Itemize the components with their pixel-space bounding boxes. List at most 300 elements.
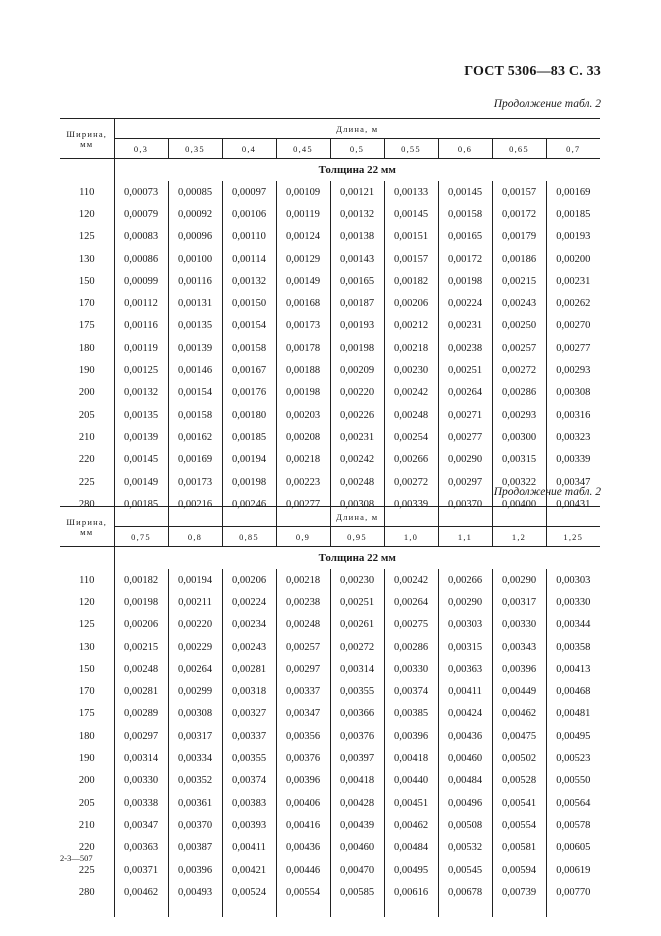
value-cell: 0,00416 — [276, 814, 330, 836]
length-column-header: 0,7 — [546, 139, 600, 159]
value-cell: 0,00194 — [222, 449, 276, 471]
value-cell: 0,00317 — [168, 725, 222, 747]
value-cell: 0,00178 — [276, 337, 330, 359]
length-column-header: 1,1 — [438, 527, 492, 547]
value-cell: 0,00129 — [276, 248, 330, 270]
value-cell: 0,00223 — [276, 471, 330, 493]
value-cell: 0,00344 — [556, 619, 591, 631]
length-column-header: 0,85 — [222, 527, 276, 547]
length-column-header: 0,9 — [276, 527, 330, 547]
value-cell: 0,00418 — [384, 747, 438, 769]
value-cell: 0,00413 — [556, 663, 591, 675]
value-cell: 0,00315 — [492, 449, 546, 471]
value-cell: 0,00440 — [384, 770, 438, 792]
value-cell: 0,00462 — [114, 881, 168, 903]
value-cell: 0,00327 — [222, 703, 276, 725]
value-cell: 0,00484 — [438, 770, 492, 792]
thickness-label: Толщина 22 мм — [318, 552, 396, 564]
value-cell: 0,00468 — [556, 686, 591, 698]
value-cell: 0,00370 — [168, 814, 222, 836]
value-cell: 0,00242 — [384, 569, 438, 591]
length-header: Длина, м — [114, 507, 600, 527]
value-cell: 0,00578 — [556, 819, 591, 831]
value-cell: 0,00135 — [114, 404, 168, 426]
value-cell: 0,00138 — [330, 226, 384, 248]
value-cell: 0,00303 — [556, 574, 591, 586]
value-cell: 0,00308 — [330, 493, 384, 515]
value-cell: 0,00173 — [168, 471, 222, 493]
table-row — [60, 614, 600, 636]
value-cell: 0,00132 — [222, 270, 276, 292]
value-cell: 0,00308 — [168, 703, 222, 725]
weight-table-2 — [60, 506, 600, 917]
value-cell: 0,00158 — [168, 404, 222, 426]
value-cell: 0,00173 — [276, 315, 330, 337]
value-cell: 0,00356 — [276, 725, 330, 747]
value-cell: 0,00172 — [438, 248, 492, 270]
width-cell: 180 — [60, 725, 114, 747]
value-cell: 0,00149 — [114, 471, 168, 493]
value-cell: 0,00370 — [438, 493, 492, 515]
value-cell: 0,00182 — [114, 569, 168, 591]
value-cell: 0,00400 — [492, 493, 546, 515]
width-cell: 170 — [60, 292, 114, 314]
value-cell: 0,00281 — [114, 680, 168, 702]
value-cell: 0,00143 — [330, 248, 384, 270]
value-cell: 0,00145 — [114, 449, 168, 471]
value-cell: 0,00145 — [384, 203, 438, 225]
table-row — [60, 337, 600, 359]
value-cell: 0,00347 — [556, 476, 591, 488]
value-cell: 0,00110 — [222, 226, 276, 248]
value-cell: 0,00206 — [114, 614, 168, 636]
value-cell: 0,00206 — [222, 569, 276, 591]
value-cell: 0,00363 — [114, 837, 168, 859]
width-cell: 175 — [60, 703, 114, 725]
value-cell: 0,00554 — [492, 814, 546, 836]
value-cell: 0,00169 — [556, 186, 591, 198]
value-cell: 0,00366 — [330, 703, 384, 725]
table-row — [60, 792, 600, 814]
value-cell: 0,00281 — [222, 658, 276, 680]
value-cell: 0,00198 — [222, 471, 276, 493]
value-cell: 0,00162 — [168, 426, 222, 448]
value-cell: 0,00231 — [556, 275, 591, 287]
value-cell: 0,00158 — [438, 203, 492, 225]
value-cell: 0,00396 — [492, 658, 546, 680]
table-row — [60, 859, 600, 881]
value-cell: 0,00446 — [276, 859, 330, 881]
value-cell: 0,00290 — [438, 449, 492, 471]
value-cell: 0,00119 — [114, 337, 168, 359]
value-cell: 0,00230 — [330, 569, 384, 591]
value-cell: 0,00594 — [492, 859, 546, 881]
value-cell: 0,00330 — [492, 614, 546, 636]
table-row — [60, 636, 600, 658]
value-cell: 0,00185 — [114, 493, 168, 515]
width-cell: 150 — [60, 270, 114, 292]
length-column-header: 1,25 — [546, 527, 600, 547]
value-cell: 0,00475 — [492, 725, 546, 747]
value-cell: 0,00293 — [492, 404, 546, 426]
table-row — [60, 292, 600, 314]
value-cell: 0,00358 — [556, 641, 591, 653]
value-cell: 0,00146 — [168, 359, 222, 381]
value-cell: 0,00330 — [556, 596, 591, 608]
value-cell: 0,00297 — [114, 725, 168, 747]
value-cell: 0,00193 — [556, 231, 591, 243]
value-cell: 0,00215 — [114, 636, 168, 658]
value-cell: 0,00436 — [276, 837, 330, 859]
value-cell: 0,00092 — [168, 203, 222, 225]
value-cell: 0,00216 — [168, 493, 222, 515]
value-cell: 0,00493 — [168, 881, 222, 903]
value-cell: 0,00528 — [492, 770, 546, 792]
value-cell: 0,00334 — [168, 747, 222, 769]
table-row — [60, 703, 600, 725]
value-cell: 0,00257 — [492, 337, 546, 359]
table-row — [60, 680, 600, 702]
value-cell: 0,00397 — [330, 747, 384, 769]
value-cell: 0,00229 — [168, 636, 222, 658]
length-column-header: 0,95 — [330, 527, 384, 547]
value-cell: 0,00073 — [114, 181, 168, 203]
value-cell: 0,00393 — [222, 814, 276, 836]
value-cell: 0,00218 — [276, 449, 330, 471]
value-cell: 0,00361 — [168, 792, 222, 814]
value-cell: 0,00139 — [114, 426, 168, 448]
value-cell: 0,00297 — [276, 658, 330, 680]
value-cell: 0,00770 — [556, 886, 591, 898]
width-cell: 150 — [60, 658, 114, 680]
value-cell: 0,00131 — [168, 292, 222, 314]
value-cell: 0,00396 — [276, 770, 330, 792]
table-row — [60, 226, 600, 248]
width-cell: 190 — [60, 747, 114, 769]
value-cell: 0,00169 — [168, 449, 222, 471]
value-cell: 0,00106 — [222, 203, 276, 225]
value-cell: 0,00193 — [330, 315, 384, 337]
table-row — [60, 591, 600, 613]
value-cell: 0,00376 — [330, 725, 384, 747]
value-cell: 0,00248 — [276, 614, 330, 636]
weight-table-1 — [60, 118, 600, 529]
value-cell: 0,00243 — [492, 292, 546, 314]
value-cell: 0,00145 — [438, 181, 492, 203]
length-column-header: 0,8 — [168, 527, 222, 547]
value-cell: 0,00347 — [114, 814, 168, 836]
value-cell: 0,00290 — [438, 591, 492, 613]
value-cell: 0,00286 — [384, 636, 438, 658]
value-cell: 0,00339 — [556, 454, 591, 466]
value-cell: 0,00167 — [222, 359, 276, 381]
table-row — [60, 382, 600, 404]
value-cell: 0,00523 — [556, 753, 591, 765]
value-cell: 0,00277 — [276, 493, 330, 515]
value-cell: 0,00385 — [384, 703, 438, 725]
value-cell: 0,00293 — [556, 365, 591, 377]
value-cell: 0,00250 — [492, 315, 546, 337]
value-cell: 0,00266 — [438, 569, 492, 591]
width-cell: 190 — [60, 359, 114, 381]
table-row — [60, 449, 600, 471]
value-cell: 0,00277 — [556, 342, 591, 354]
value-cell: 0,00411 — [438, 680, 492, 702]
value-cell: 0,00323 — [556, 431, 591, 443]
value-cell: 0,00371 — [114, 859, 168, 881]
value-cell: 0,00154 — [222, 315, 276, 337]
table-row — [60, 881, 600, 903]
value-cell: 0,00338 — [114, 792, 168, 814]
table-row — [60, 315, 600, 337]
value-cell: 0,00678 — [438, 881, 492, 903]
value-cell: 0,00262 — [556, 298, 591, 310]
value-cell: 0,00109 — [276, 181, 330, 203]
value-cell: 0,00314 — [330, 658, 384, 680]
value-cell: 0,00099 — [114, 270, 168, 292]
value-cell: 0,00135 — [168, 315, 222, 337]
value-cell: 0,00083 — [114, 226, 168, 248]
table-row — [60, 770, 600, 792]
value-cell: 0,00230 — [384, 359, 438, 381]
value-cell: 0,00231 — [438, 315, 492, 337]
value-cell: 0,00451 — [384, 792, 438, 814]
value-cell: 0,00133 — [384, 181, 438, 203]
table-continuation-label: Продолжение табл. 2 — [493, 98, 601, 110]
width-cell: 280 — [60, 493, 114, 515]
value-cell: 0,00272 — [492, 359, 546, 381]
value-cell: 0,00318 — [222, 680, 276, 702]
value-cell: 0,00168 — [276, 292, 330, 314]
width-cell: 110 — [60, 569, 114, 591]
value-cell: 0,00436 — [438, 725, 492, 747]
value-cell: 0,00271 — [438, 404, 492, 426]
value-cell: 0,00116 — [168, 270, 222, 292]
value-cell: 0,00119 — [276, 203, 330, 225]
value-cell: 0,00316 — [556, 409, 591, 421]
value-cell: 0,00363 — [438, 658, 492, 680]
value-cell: 0,00541 — [492, 792, 546, 814]
length-column-header: 1,2 — [492, 527, 546, 547]
value-cell: 0,00270 — [556, 320, 591, 332]
value-cell: 0,00421 — [222, 859, 276, 881]
width-cell: 225 — [60, 471, 114, 493]
value-cell: 0,00303 — [438, 614, 492, 636]
value-cell: 0,00218 — [276, 569, 330, 591]
value-cell: 0,00224 — [438, 292, 492, 314]
value-cell: 0,00157 — [492, 181, 546, 203]
value-cell: 0,00411 — [222, 837, 276, 859]
value-cell: 0,00208 — [276, 426, 330, 448]
length-column-header: 0,6 — [438, 139, 492, 159]
value-cell: 0,00198 — [330, 337, 384, 359]
value-cell: 0,00508 — [438, 814, 492, 836]
value-cell: 0,00275 — [384, 614, 438, 636]
width-cell: 170 — [60, 680, 114, 702]
value-cell: 0,00251 — [438, 359, 492, 381]
length-column-header: 0,65 — [492, 139, 546, 159]
value-cell: 0,00165 — [330, 270, 384, 292]
value-cell: 0,00418 — [330, 770, 384, 792]
value-cell: 0,00616 — [384, 881, 438, 903]
value-cell: 0,00396 — [384, 725, 438, 747]
length-column-header: 0,45 — [276, 139, 330, 159]
value-cell: 0,00180 — [222, 404, 276, 426]
print-code: 2-3—507 — [60, 853, 93, 863]
value-cell: 0,00172 — [492, 203, 546, 225]
value-cell: 0,00481 — [556, 708, 591, 720]
value-cell: 0,00254 — [384, 426, 438, 448]
value-cell: 0,00315 — [438, 636, 492, 658]
value-cell: 0,00289 — [114, 703, 168, 725]
value-cell: 0,00257 — [276, 636, 330, 658]
width-cell: 210 — [60, 814, 114, 836]
value-cell: 0,00545 — [438, 859, 492, 881]
value-cell: 0,00185 — [556, 208, 591, 220]
value-cell: 0,00085 — [168, 181, 222, 203]
value-cell: 0,00251 — [330, 591, 384, 613]
value-cell: 0,00272 — [330, 636, 384, 658]
value-cell: 0,00097 — [222, 181, 276, 203]
value-cell: 0,00188 — [276, 359, 330, 381]
table-row — [60, 270, 600, 292]
table-row — [60, 747, 600, 769]
width-cell: 110 — [60, 181, 114, 203]
value-cell: 0,00243 — [222, 636, 276, 658]
value-cell: 0,00096 — [168, 226, 222, 248]
value-cell: 0,00308 — [556, 387, 591, 399]
value-cell: 0,00314 — [114, 747, 168, 769]
value-cell: 0,00297 — [438, 471, 492, 493]
value-cell: 0,00605 — [556, 842, 591, 854]
value-cell: 0,00132 — [330, 203, 384, 225]
value-cell: 0,00200 — [556, 253, 591, 265]
length-column-header: 0,4 — [222, 139, 276, 159]
value-cell: 0,00186 — [492, 248, 546, 270]
value-cell: 0,00317 — [492, 591, 546, 613]
length-column-header: 0,35 — [168, 139, 222, 159]
value-cell: 0,00238 — [438, 337, 492, 359]
value-cell: 0,00132 — [114, 382, 168, 404]
value-cell: 0,00231 — [330, 426, 384, 448]
value-cell: 0,00264 — [384, 591, 438, 613]
value-cell: 0,00154 — [168, 382, 222, 404]
value-cell: 0,00234 — [222, 614, 276, 636]
value-cell: 0,00496 — [438, 792, 492, 814]
value-cell: 0,00431 — [556, 498, 591, 510]
table-row — [60, 837, 600, 859]
length-column-header: 0,55 — [384, 139, 438, 159]
length-column-header: 0,5 — [330, 139, 384, 159]
value-cell: 0,00462 — [384, 814, 438, 836]
width-cell: 225 — [60, 859, 114, 881]
value-cell: 0,00439 — [330, 814, 384, 836]
value-cell: 0,00151 — [384, 226, 438, 248]
value-cell: 0,00524 — [222, 881, 276, 903]
value-cell: 0,00220 — [330, 382, 384, 404]
value-cell: 0,00079 — [114, 203, 168, 225]
value-cell: 0,00086 — [114, 248, 168, 270]
value-cell: 0,00187 — [330, 292, 384, 314]
width-cell: 200 — [60, 382, 114, 404]
value-cell: 0,00460 — [330, 837, 384, 859]
value-cell: 0,00139 — [168, 337, 222, 359]
width-cell: 280 — [60, 881, 114, 903]
value-cell: 0,00176 — [222, 382, 276, 404]
value-cell: 0,00449 — [492, 680, 546, 702]
table-row — [60, 658, 600, 680]
value-cell: 0,00495 — [556, 730, 591, 742]
table-row — [60, 814, 600, 836]
width-cell: 130 — [60, 636, 114, 658]
thickness-label: Толщина 22 мм — [318, 164, 396, 176]
table-row — [60, 725, 600, 747]
value-cell: 0,00322 — [492, 471, 546, 493]
value-cell: 0,00428 — [330, 792, 384, 814]
width-cell: 130 — [60, 248, 114, 270]
value-cell: 0,00125 — [114, 359, 168, 381]
value-cell: 0,00248 — [330, 471, 384, 493]
value-cell: 0,00564 — [556, 797, 591, 809]
value-cell: 0,00337 — [222, 725, 276, 747]
value-cell: 0,00194 — [168, 569, 222, 591]
table-row — [60, 359, 600, 381]
value-cell: 0,00114 — [222, 248, 276, 270]
value-cell: 0,00343 — [492, 636, 546, 658]
width-cell: 205 — [60, 404, 114, 426]
value-cell: 0,00246 — [222, 493, 276, 515]
length-column-header: 0,3 — [114, 139, 168, 159]
value-cell: 0,00484 — [384, 837, 438, 859]
value-cell: 0,00150 — [222, 292, 276, 314]
value-cell: 0,00158 — [222, 337, 276, 359]
value-cell: 0,00198 — [438, 270, 492, 292]
length-column-header: 1,0 — [384, 527, 438, 547]
value-cell: 0,00339 — [384, 493, 438, 515]
value-cell: 0,00182 — [384, 270, 438, 292]
value-cell: 0,00383 — [222, 792, 276, 814]
width-cell: 220 — [60, 837, 114, 859]
value-cell: 0,00248 — [114, 658, 168, 680]
value-cell: 0,00470 — [330, 859, 384, 881]
value-cell: 0,00352 — [168, 770, 222, 792]
value-cell: 0,00374 — [222, 770, 276, 792]
value-cell: 0,00157 — [384, 248, 438, 270]
width-cell: 120 — [60, 591, 114, 613]
value-cell: 0,00218 — [384, 337, 438, 359]
value-cell: 0,00337 — [276, 680, 330, 702]
value-cell: 0,00242 — [330, 449, 384, 471]
value-cell: 0,00376 — [276, 747, 330, 769]
value-cell: 0,00220 — [168, 614, 222, 636]
value-cell: 0,00121 — [330, 181, 384, 203]
value-cell: 0,00396 — [168, 859, 222, 881]
value-cell: 0,00124 — [276, 226, 330, 248]
value-cell: 0,00330 — [114, 770, 168, 792]
width-cell: 210 — [60, 426, 114, 448]
table-row — [60, 203, 600, 225]
value-cell: 0,00277 — [438, 426, 492, 448]
table-row — [60, 404, 600, 426]
value-cell: 0,00198 — [114, 591, 168, 613]
length-column-header: 0,75 — [114, 527, 168, 547]
value-cell: 0,00185 — [222, 426, 276, 448]
value-cell: 0,00374 — [384, 680, 438, 702]
value-cell: 0,00286 — [492, 382, 546, 404]
value-cell: 0,00502 — [492, 747, 546, 769]
value-cell: 0,00554 — [276, 881, 330, 903]
value-cell: 0,00203 — [276, 404, 330, 426]
